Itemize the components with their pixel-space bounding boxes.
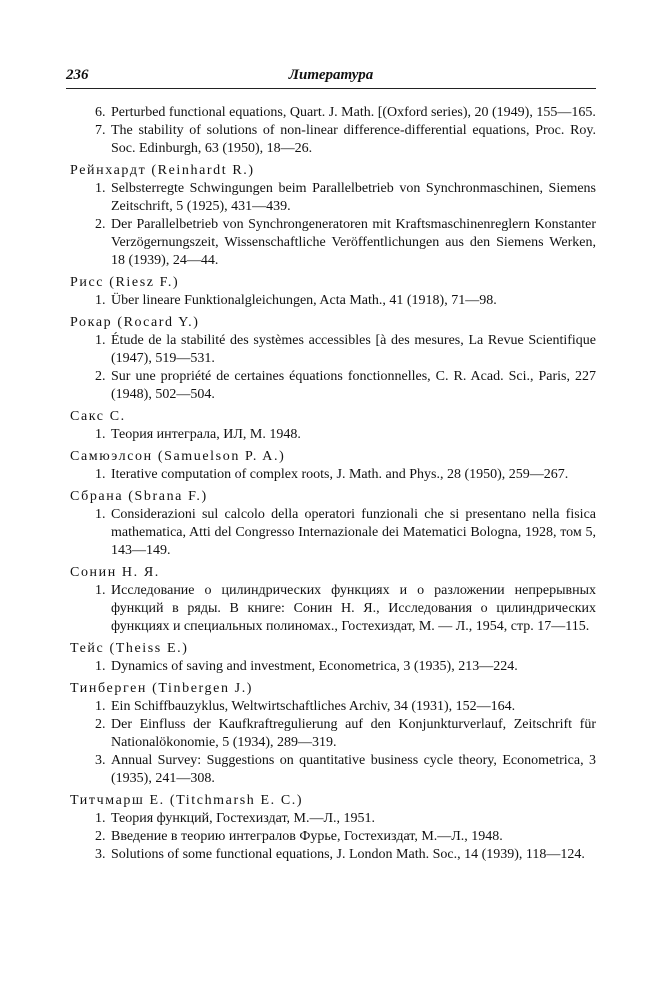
page-number: 236	[66, 67, 89, 83]
work-citation: Über lineare Funktionalgleichungen, Acta Math., 41 (1918), 71—98.	[111, 293, 497, 308]
work-item	[70, 506, 596, 560]
work-number: 6.	[95, 105, 106, 120]
work-item	[70, 582, 596, 636]
work-number: 1.	[95, 467, 106, 482]
work-number: 2.	[95, 369, 106, 384]
author-name: Сонин Н. Я.	[70, 565, 160, 580]
work-item	[70, 828, 596, 846]
bibliography-entry	[70, 314, 596, 404]
bibliography-entry	[70, 640, 596, 676]
work-citation: Теория интеграла, ИЛ, М. 1948.	[111, 427, 301, 442]
work-number: 3.	[95, 847, 106, 862]
author-name: Рисс (Riesz F.)	[70, 275, 180, 290]
work-number: 1.	[95, 181, 106, 196]
work-citation: Considerazioni sul calcolo della operatori funzionali che si presentano nella fisica mathematica, Atti del Congresso Internazionale dei Matematici Bologna, 1928, том 5, 143—149.	[111, 507, 596, 558]
work-item	[70, 368, 596, 404]
work-citation: Теория функций, Гостехиздат, М.—Л., 1951.	[111, 811, 375, 826]
bibliography-entry	[70, 448, 596, 484]
work-citation: Dynamics of saving and investment, Econometrica, 3 (1935), 213—224.	[111, 659, 518, 674]
work-number: 1.	[95, 659, 106, 674]
author-name: Самюэлсон (Samuelson P. A.)	[70, 449, 286, 464]
work-number: 1.	[95, 507, 106, 522]
bibliography-entry	[70, 104, 596, 158]
work-item	[70, 292, 596, 310]
work-item	[70, 846, 596, 864]
author-name: Сакс С.	[70, 409, 126, 424]
work-citation: Selbsterregte Schwingungen beim Parallelbetrieb von Synchronmaschinen, Siemens Zeitschrift, 5 (1925), 431—439.	[111, 181, 596, 214]
work-number: 2.	[95, 217, 106, 232]
page-header	[66, 64, 596, 88]
bibliography-entry	[70, 274, 596, 310]
author-name: Рокар (Rocard Y.)	[70, 315, 200, 330]
page-title: Литература	[288, 67, 374, 83]
bibliography-entry	[70, 564, 596, 636]
work-item	[70, 332, 596, 368]
author-name: Рейнхардт (Reinhardt R.)	[70, 163, 255, 178]
bibliography-entry	[70, 162, 596, 270]
header-rule	[66, 88, 596, 89]
bibliography-entry	[70, 408, 596, 444]
work-number: 1.	[95, 293, 106, 308]
bibliography-list	[70, 104, 596, 868]
work-citation: Введение в теорию интегралов Фурье, Гостехиздат, М.—Л., 1948.	[111, 829, 503, 844]
work-item	[70, 122, 596, 158]
work-citation: Der Einfluss der Kaufkraftregulierung auf den Konjunkturverlauf, Zeitschrift für Nationalökonomie, 5 (1934), 289—319.	[111, 717, 596, 750]
work-item	[70, 180, 596, 216]
author-name: Тинберген (Tinbergen J.)	[70, 681, 254, 696]
work-citation: Annual Survey: Suggestions on quantitative business cycle theory, Econometrica, 3 (1935), 241—308.	[111, 753, 596, 786]
work-citation: Ein Schiffbauzyklus, Weltwirtschaftliches Archiv, 34 (1931), 152—164.	[111, 699, 516, 714]
author-name: Тейс (Theiss E.)	[70, 641, 189, 656]
work-number: 1.	[95, 427, 106, 442]
work-item	[70, 216, 596, 270]
work-item	[70, 426, 596, 444]
work-item	[70, 466, 596, 484]
author-name: Сбрана (Sbrana F.)	[70, 489, 208, 504]
work-number: 1.	[95, 811, 106, 826]
author-name: Титчмарш Е. (Titchmarsh E. C.)	[70, 793, 304, 808]
work-number: 1.	[95, 699, 106, 714]
work-number: 1.	[95, 333, 106, 348]
work-citation: Étude de la stabilité des systèmes accessibles [à des mesures, La Revue Scientifique (1947), 519—531.	[111, 333, 596, 366]
work-number: 2.	[95, 829, 106, 844]
bibliography-entry	[70, 792, 596, 864]
work-item	[70, 716, 596, 752]
work-citation: Iterative computation of complex roots, J. Math. and Phys., 28 (1950), 259—267.	[111, 467, 569, 482]
work-number: 3.	[95, 753, 106, 768]
work-citation: Solutions of some functional equations, J. London Math. Soc., 14 (1939), 118—124.	[111, 847, 585, 862]
work-item	[70, 658, 596, 676]
work-number: 2.	[95, 717, 106, 732]
work-item	[70, 698, 596, 716]
work-item	[70, 810, 596, 828]
work-citation: Sur une propriété de certaines équations fonctionnelles, C. R. Acad. Sci., Paris, 227 (1948), 502—504.	[111, 369, 596, 402]
bibliography-entry	[70, 488, 596, 560]
work-number: 1.	[95, 583, 106, 598]
work-item	[70, 752, 596, 788]
work-citation: Der Parallelbetrieb von Synchrongeneratoren mit Kraftsmaschinenreglern Konstanter Verzögernungszeit, Wissenschaftliche Veröffentlichungen aus den Siemens Werken, 18 (1939), 24—44.	[111, 217, 596, 268]
work-item	[70, 104, 596, 122]
work-citation: The stability of solutions of non-linear difference-differential equations, Proc. Roy. Soc. Edinburgh, 63 (1950), 18—26.	[111, 123, 596, 156]
work-number: 7.	[95, 123, 106, 138]
bibliography-entry	[70, 680, 596, 788]
work-citation: Perturbed functional equations, Quart. J. Math. [(Oxford series), 20 (1949), 155—165.	[111, 105, 596, 120]
work-citation: Исследование о цилиндрических функциях и о разложении непрерывных функций в ряды. В книге: Сонин Н. Я., Исследования о цилиндрических функциях и специальных полиномах., Гостехиздат, М. — Л., 1954, стр. 17—115.	[111, 583, 596, 634]
